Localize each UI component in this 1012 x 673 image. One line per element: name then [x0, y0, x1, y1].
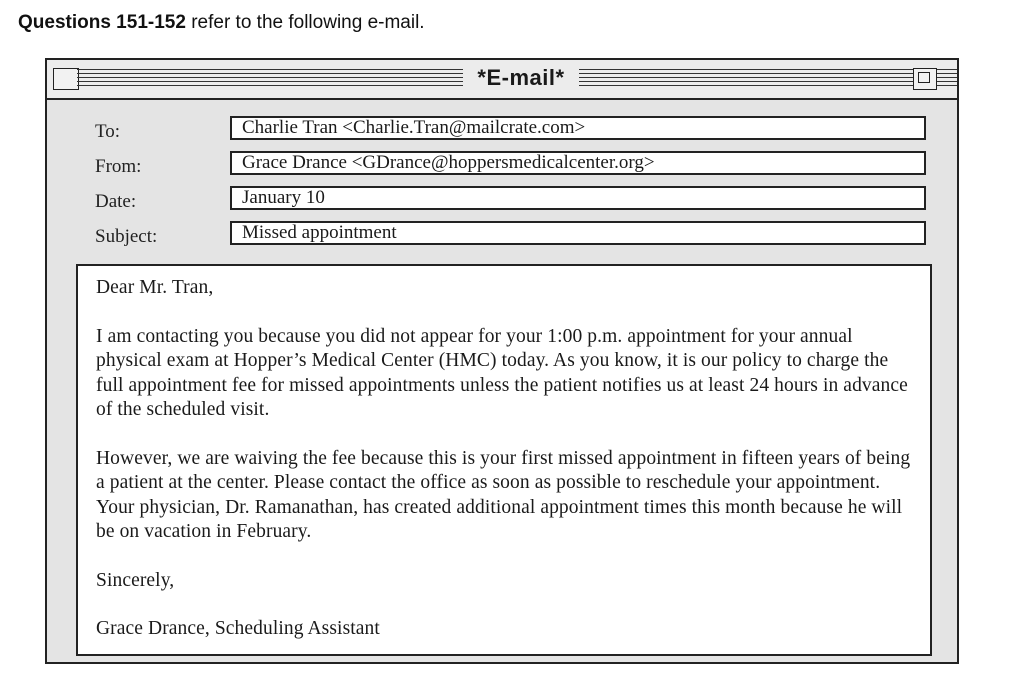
subject-field: Missed appointment	[230, 221, 926, 245]
body-paragraph-2: However, we are waiving the fee because this is your first missed appointment in fifteen years of being a patient at the center. Please contact the office as soon as possible to reschedule your appointment. Your physician, Dr. Ramanathan, has created additional appointment times this month because he will be on vacation in February.	[96, 447, 911, 542]
question-intro	[18, 12, 425, 34]
email-window	[45, 58, 959, 664]
email-body	[76, 264, 932, 656]
window-title: *E-mail*	[477, 65, 565, 90]
subject-label: Subject:	[95, 226, 158, 247]
question-intro-text: refer to the following e-mail.	[191, 12, 425, 33]
to-field: Charlie Tran <Charlie.Tran@mailcrate.com>	[230, 116, 926, 140]
title-stripes-right	[579, 69, 957, 87]
zoom-box-icon	[913, 68, 937, 90]
question-range: Questions 151-152	[18, 12, 186, 33]
greeting: Dear Mr. Tran,	[96, 277, 214, 298]
body-paragraph-1: I am contacting you because you did not appear for your 1:00 p.m. appointment for your annual physical exam at Hopper’s Medical Center (HMC) today. As you know, it is our policy to charge the full appointment fee for missed appointments unless the patient notifies us at least 24 hours in advance of the scheduled visit.	[96, 325, 908, 420]
to-label: To:	[95, 121, 121, 142]
title-stripes-left	[77, 69, 463, 87]
signature: Grace Drance, Scheduling Assistant	[96, 618, 380, 639]
from-field: Grace Drance <GDrance@hoppersmedicalcenter.org>	[230, 151, 926, 175]
title-bar	[47, 60, 957, 100]
date-field: January 10	[230, 186, 926, 210]
close-box-icon	[53, 68, 79, 90]
date-label: Date:	[95, 191, 137, 212]
from-label: From:	[95, 156, 142, 177]
closing: Sincerely,	[96, 569, 175, 591]
